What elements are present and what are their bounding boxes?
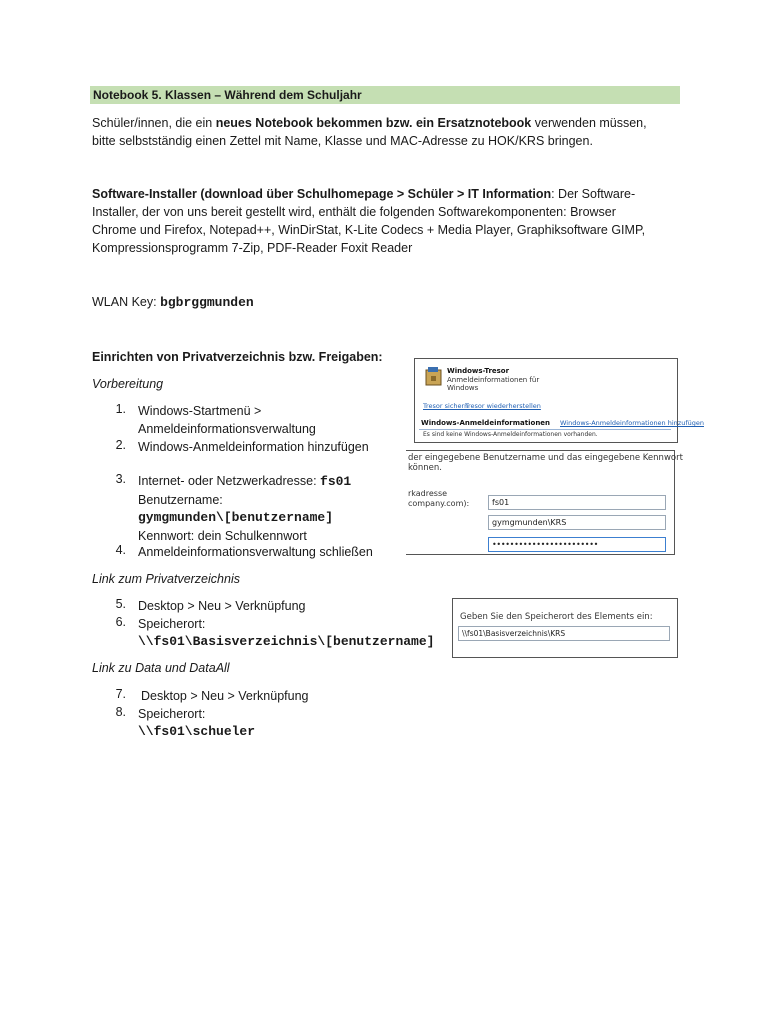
no-credentials-text: Es sind keine Windows-Anmeldeinformationen vorhanden.: [423, 431, 598, 438]
link-private-subheading: Link zum Privatverzeichnis: [92, 572, 240, 586]
screenshot-shortcut-location: [452, 598, 678, 658]
intro-line-2: bitte selbstständig einen Zettel mit Name, Klasse und MAC-Adresse zu HOK/KRS bringen.: [92, 134, 593, 148]
list-item: [138, 705, 255, 741]
location-prompt: Geben Sie den Speicherort des Elements ein:: [460, 612, 653, 622]
address-value: fs01: [320, 474, 352, 489]
list-item-line: Anmeldeinformationsverwaltung: [138, 422, 316, 436]
intro-paragraph: [92, 114, 682, 150]
screenshot-credential-manager: [414, 358, 704, 443]
list-item: [138, 472, 351, 545]
intro-line-1: [92, 114, 682, 132]
address-label: Internet- oder Netzwerkadresse:: [138, 474, 321, 488]
software-text: : Der Software-: [551, 187, 636, 201]
list-number: 5.: [115, 597, 126, 611]
preparation-subheading: Vorbereitung: [92, 377, 164, 391]
screenshot-credential-dialog: [406, 450, 683, 555]
wlan-key: bgbrggmunden: [160, 295, 254, 310]
vault-icon: [425, 367, 443, 387]
list-number: 2.: [115, 438, 126, 452]
software-line-3: Chrome und Firefox, Notepad++, WinDirStat, K-Lite Codecs + Media Player, Graphiksoftware GIMP,: [92, 223, 646, 237]
list-item: Desktop > Neu > Verknüpfung: [138, 599, 306, 613]
intro-bold-text: neues Notebook bekommen bzw. ein Ersatznotebook: [215, 116, 532, 130]
list-item-line: Windows-Startmenü >: [138, 404, 262, 418]
list-number: 8.: [115, 705, 126, 719]
location-label: Speicherort:: [138, 707, 206, 721]
list-number: 7.: [115, 687, 126, 701]
list-number: 6.: [115, 615, 126, 629]
location-path: \\fs01\schueler: [138, 724, 256, 739]
add-windows-credential-link[interactable]: Windows-Anmeldeinformationen hinzufügen: [560, 419, 704, 427]
intro-text-end: verwenden müssen,: [531, 116, 647, 130]
list-item: Desktop > Neu > Verknüpfung: [141, 689, 309, 703]
wlan-line: [92, 293, 682, 312]
software-line-2: Installer, der von uns bereit gestellt wird, enthält die folgenden Softwarekomponenten: Browser: [92, 205, 616, 219]
restore-vault-link[interactable]: Tresor wiederherstellen: [465, 402, 541, 410]
private-heading: Einrichten von Privatverzeichnis bzw. Freigaben:: [92, 350, 383, 364]
list-item: Windows-Anmeldeinformation hinzufügen: [138, 440, 369, 454]
list-number: 3.: [115, 472, 126, 486]
link-data-subheading: Link zu Data und DataAll: [92, 661, 230, 675]
network-address-input[interactable]: fs01: [488, 495, 666, 510]
software-bold-text: Software-Installer (download über Schulhomepage > Schüler > IT Information: [92, 187, 552, 201]
list-item-line: [138, 472, 351, 491]
username-input[interactable]: gymgmunden\KRS: [488, 515, 666, 530]
location-input[interactable]: \\fs01\Basisverzeichnis\KRS: [458, 626, 670, 641]
address-field-label-1: rkadresse: [408, 489, 448, 498]
list-number: 1.: [115, 402, 126, 416]
vault-title-3: Windows: [447, 384, 479, 392]
list-number: 4.: [115, 543, 126, 557]
backup-vault-link[interactable]: Tresor sichern: [423, 402, 469, 410]
list-item: [138, 615, 434, 651]
password-input[interactable]: ••••••••••••••••••••••••: [488, 537, 666, 552]
address-field-label-2: company.com):: [408, 499, 470, 508]
password-line: Kennwort: dein Schulkennwort: [138, 529, 307, 543]
vault-title-1: Windows-Tresor: [447, 367, 510, 375]
vault-title-2: Anmeldeinformationen für: [447, 376, 540, 384]
dialog-instruction-1: der eingegebene Benutzername und das eingegebene Kennwort: [408, 453, 683, 463]
dialog-instruction-2: können.: [408, 463, 442, 473]
software-line-4: Kompressionsprogramm 7-Zip, PDF-Reader Foxit Reader: [92, 241, 413, 255]
username-label: Benutzername:: [138, 493, 223, 507]
intro-text: Schüler/innen, die ein: [92, 116, 216, 130]
location-path: \\fs01\Basisverzeichnis\[benutzername]: [138, 634, 435, 649]
divider: [419, 429, 671, 430]
section-banner: Notebook 5. Klassen – Während dem Schuljahr: [90, 86, 680, 104]
list-item: [138, 402, 316, 438]
username-value: gymgmunden\[benutzername]: [138, 510, 334, 525]
software-paragraph: [92, 185, 682, 257]
list-item: Anmeldeinformationsverwaltung schließen: [138, 545, 373, 559]
windows-credentials-section: Windows-Anmeldeinformationen: [421, 419, 551, 427]
location-label: Speicherort:: [138, 617, 206, 631]
software-line-1: [92, 185, 682, 203]
wlan-label: WLAN Key:: [92, 295, 161, 309]
